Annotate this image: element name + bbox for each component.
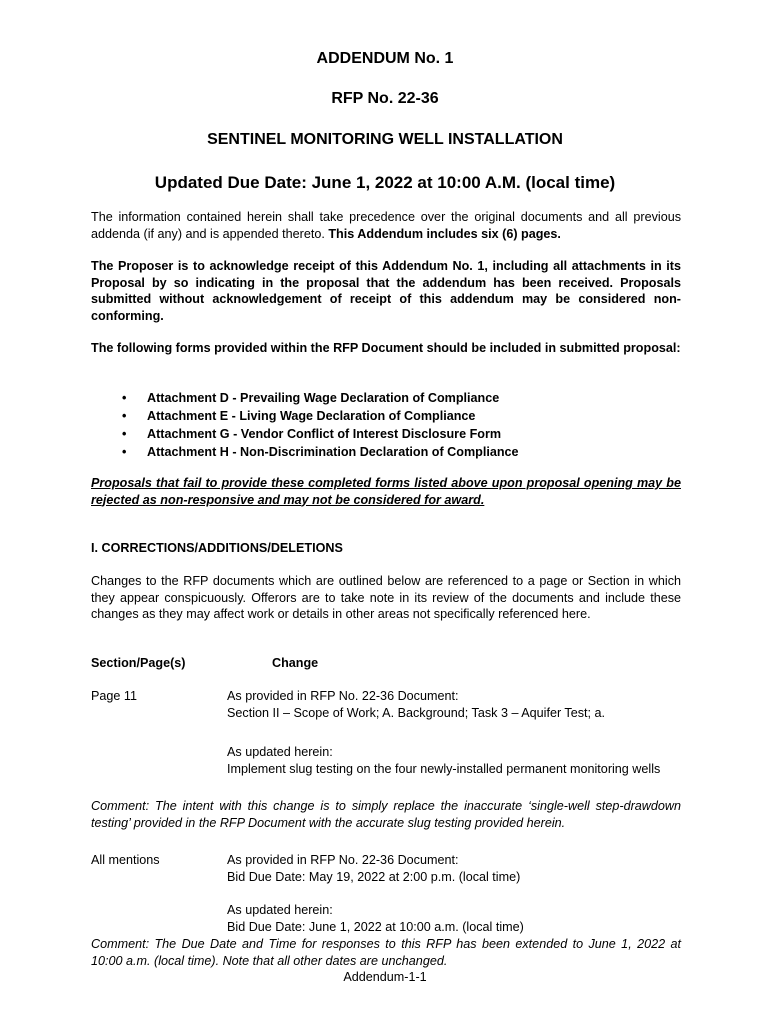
rfp-number: RFP No. 22-36 [331,90,439,107]
form-label: Attachment G - Vendor Conflict of Interest Disclosure Form [147,427,502,441]
forms-list [122,389,519,461]
change-comment: Comment: The intent with this change is to simply replace the inaccurate ‘single-well step-drawdown testing’ provided in the RFP Document with the accurate slug testing provided herein. [91,799,681,830]
column-header-page: Section/Page(s) [91,656,186,670]
bullet-icon: • [122,409,127,423]
due-date-heading: Updated Due Date: June 1, 2022 at 10:00 A.M. (local time) [154,173,616,192]
addendum-title: ADDENDUM No. 1 [316,50,454,67]
form-label: Attachment D - Prevailing Wage Declaration of Compliance [147,391,500,405]
change-updated-text: Implement slug testing on the four newly-installed permanent monitoring wells [227,762,661,776]
section-title: I. CORRECTIONS/ADDITIONS/DELETIONS [91,541,343,555]
column-header-change: Change [272,656,319,670]
change-provided-label: As provided in RFP No. 22-36 Document: [227,689,459,703]
change-updated-label: As updated herein: [227,903,333,917]
list-item [122,407,519,425]
change-updated-text: Bid Due Date: June 1, 2022 at 10:00 a.m. (local time) [227,920,524,934]
list-item [122,443,519,461]
change-comment: Comment: The Due Date and Time for responses to this RFP has been extended to June 1, 2022 at 10:00 a.m. (local time). Note that all other dates are unchanged. [91,937,681,968]
bullet-icon: • [122,445,127,459]
bullet-icon: • [122,427,127,441]
change-updated-label: As updated herein: [227,745,333,759]
bullet-icon: • [122,391,127,405]
project-title: SENTINEL MONITORING WELL INSTALLATION [207,131,563,148]
form-label: Attachment E - Living Wage Declaration of Compliance [147,409,476,423]
list-item [122,389,519,407]
form-label: Attachment H - Non-Discrimination Declaration of Compliance [147,445,519,459]
acknowledge-paragraph: The Proposer is to acknowledge receipt of this Addendum No. 1, including all attachments in its Proposal by so indicating in the proposal that the addendum has been received. Proposals submitted without acknowledgement of receipt of this addendum may be considered non-conforming. [91,259,681,323]
intro-paragraph [91,209,681,242]
change-provided-text: Section II – Scope of Work; A. Background; Task 3 – Aquifer Test; a. [227,706,606,720]
section-description: Changes to the RFP documents which are outlined below are referenced to a page or Section in which they appear conspicuously. Offerors are to take note in its review of the documents and include these changes as they may affect work or details in other areas not specifically referenced here. [91,574,681,621]
page-footer: Addendum-1-1 [343,970,427,984]
warning-notice: Proposals that fail to provide these completed forms listed above upon proposal opening may be rejected as non-responsive and may not be considered for award. [91,476,681,507]
intro-page-count: This Addendum includes six (6) pages. [328,226,561,241]
change-page-ref: All mentions [91,853,160,867]
change-provided-text: Bid Due Date: May 19, 2022 at 2:00 p.m. (local time) [227,870,521,884]
forms-intro: The following forms provided within the RFP Document should be included in submitted proposal: [91,341,681,355]
list-item [122,425,519,443]
change-provided-label: As provided in RFP No. 22-36 Document: [227,853,459,867]
intro-text: The information contained herein shall take precedence over the original documents and all previous addenda (if any) and is appended thereto. [91,210,681,241]
change-page-ref: Page 11 [91,689,137,703]
